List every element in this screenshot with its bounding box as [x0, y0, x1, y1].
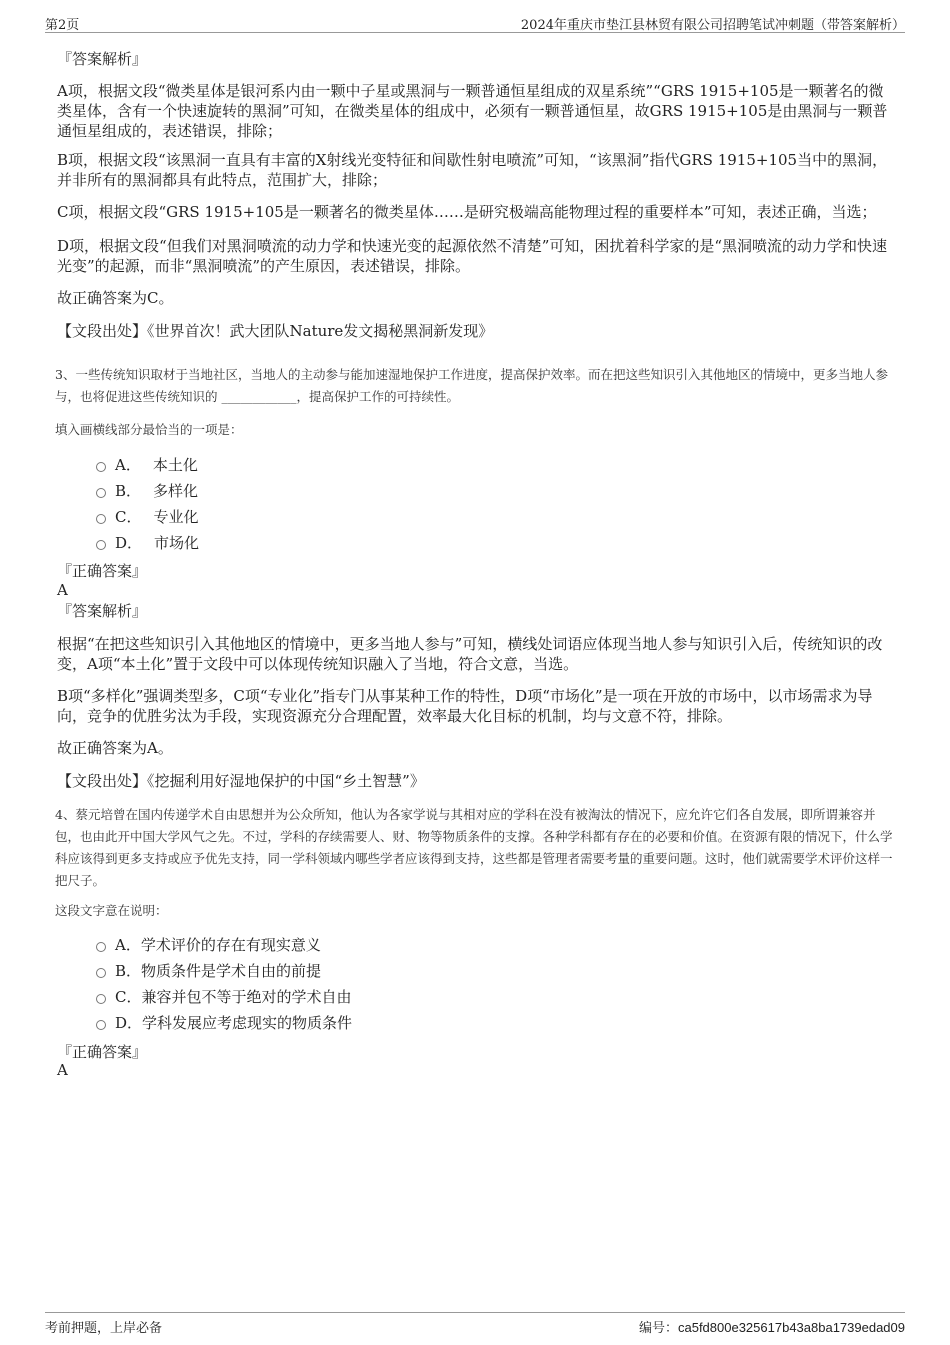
- page-header: [45, 14, 905, 33]
- document-code: [639, 1317, 905, 1336]
- option-text: 学术评价的存在有现实意义: [140, 936, 321, 954]
- q3-analysis-label: 『答案解析』: [57, 602, 148, 620]
- radio-icon[interactable]: [96, 462, 106, 472]
- q2-analysis-para-c: C项，根据文段“GRS 1915+105是一颗著名的微类星体……是研究极端高能物理过程的重要样本”可知，表述正确，当选；: [57, 203, 877, 221]
- page-number: 第2页: [45, 18, 80, 33]
- q4-option-a[interactable]: [96, 935, 321, 955]
- q2-analysis-para-d: D项，根据文段“但我们对黑洞喷流的动力学和快速光变的起源依然不清楚”可知，困扰着科学家的是“黑洞喷流的动力学和快速光变”的起源，而非“黑洞喷流”的产生原因，表述错误，排除。: [57, 237, 888, 275]
- option-letter: D．: [115, 1014, 143, 1032]
- q2-analysis-label: 『答案解析』: [57, 50, 148, 68]
- q4-option-c[interactable]: [96, 987, 352, 1007]
- q3-answer: A: [57, 581, 68, 599]
- q4-answer: A: [57, 1061, 68, 1079]
- option-text: 专业化: [153, 508, 199, 526]
- document-code-value: ca5fd800e325617b43a8ba1739edad09: [677, 1320, 905, 1335]
- document-code-label: 编号：: [638, 1320, 678, 1335]
- page-footer: [45, 1312, 905, 1335]
- option-text: 兼容并包不等于绝对的学术自由: [141, 988, 352, 1006]
- option-letter: D．: [115, 534, 143, 552]
- radio-icon[interactable]: [96, 994, 106, 1004]
- radio-icon[interactable]: [96, 488, 106, 498]
- q3-analysis-para-1: 根据“在把这些知识引入其他地区的情境中，更多当地人参与”可知，横线处词语应体现当地人参与知识引入后，传统知识的改变，A项“本土化”置于文段中可以体现传统知识融入了当地，符合文意，当选。: [57, 635, 883, 673]
- option-text: 市场化: [154, 534, 200, 552]
- footer-slogan: 考前押题，上岸必备: [45, 1321, 163, 1336]
- radio-icon[interactable]: [96, 514, 106, 524]
- option-letter: B．: [115, 482, 142, 500]
- q4-stem: 4、蔡元培曾在国内传递学术自由思想并为公众所知，他认为各家学说与其相对应的学科在没有被淘汰的情况下，应允许它们各自发展，即所谓兼容并包，也由此开中国大学风气之先。不过，学科的存续需要人、财、物等物质条件的支撑。各种学科都有存在的必要和价值。在资源有限的情况下，什么学科应该得到更多支持或应予优先支持，同一学科领域内哪些学者应该得到支持，这些都是管理者需要考量的重要问题。这时，他们就需要学术评价这样一把尺子。: [55, 807, 893, 888]
- q3-option-c[interactable]: [96, 507, 199, 527]
- q3-option-d[interactable]: [96, 533, 199, 553]
- q4-answer-label: 『正确答案』: [57, 1043, 148, 1061]
- option-text: 物质条件是学术自由的前提: [141, 962, 322, 980]
- q3-prompt: 填入画横线部分最恰当的一项是：: [55, 422, 243, 437]
- option-letter: A．: [115, 456, 141, 474]
- q3-conclusion: 故正确答案为A。: [57, 739, 173, 757]
- q2-analysis-para-a: A项，根据文段“微类星体是银河系内由一颗中子星或黑洞与一颗普通恒星组成的双星系统”“GRS 1915+105是一颗著名的微类星体，含有一个快速旋转的黑洞”可知，在微类星体的组成中，必须有一颗普通恒星，故GRS 1915+105是由黑洞与一颗普通恒星组成的，表述错误，排除；: [57, 82, 888, 140]
- radio-icon[interactable]: [96, 968, 106, 978]
- q2-analysis-para-b: B项，根据文段“该黑洞一直具有丰富的X射线光变特征和间歇性射电喷流”可知，“该黑洞”指代GRS 1915+105当中的黑洞，并非所有的黑洞都具有此特点，范围扩大，排除；: [57, 151, 888, 189]
- q3-source: 【文段出处】《挖掘利用好湿地保护的中国“乡土智慧”》: [57, 772, 425, 790]
- option-letter: A．: [115, 936, 141, 954]
- option-letter: B．: [115, 962, 142, 980]
- option-letter: C．: [115, 988, 142, 1006]
- option-text: 学科发展应考虑现实的物质条件: [142, 1014, 353, 1032]
- option-text: 多样化: [153, 482, 199, 500]
- q3-analysis-para-2: B项“多样化”强调类型多，C项“专业化”指专门从事某种工作的特性，D项“市场化”是一项在开放的市场中，以市场需求为导向，竞争的优胜劣汰为手段，实现资源充分合理配置，效率最大化目标的机制，均与文意不符，排除。: [57, 687, 873, 725]
- q3-option-a[interactable]: [96, 455, 198, 475]
- radio-icon[interactable]: [96, 942, 106, 952]
- q4-prompt: 这段文字意在说明：: [55, 903, 168, 918]
- q4-option-b[interactable]: [96, 961, 321, 981]
- q3-stem: 3、一些传统知识取材于当地社区，当地人的主动参与能加速湿地保护工作进度，提高保护效率。而在把这些知识引入其他地区的情境中，更多当地人参与，也将促进这些传统知识的 ____________，提高保护工作的可持续性。: [55, 367, 888, 404]
- q2-source: 【文段出处】《世界首次！武大团队Nature发文揭秘黑洞新发现》: [57, 322, 494, 340]
- option-letter: C．: [115, 508, 142, 526]
- document-title: 2024年重庆市垫江县林贸有限公司招聘笔试冲刺题（带答案解析）: [520, 18, 905, 33]
- radio-icon[interactable]: [96, 1020, 106, 1030]
- option-text: 本土化: [152, 456, 198, 474]
- q2-conclusion: 故正确答案为C。: [57, 289, 174, 307]
- q3-answer-label: 『正确答案』: [57, 562, 148, 580]
- q4-option-d[interactable]: [96, 1013, 352, 1033]
- radio-icon[interactable]: [96, 540, 106, 550]
- q3-option-b[interactable]: [96, 481, 198, 501]
